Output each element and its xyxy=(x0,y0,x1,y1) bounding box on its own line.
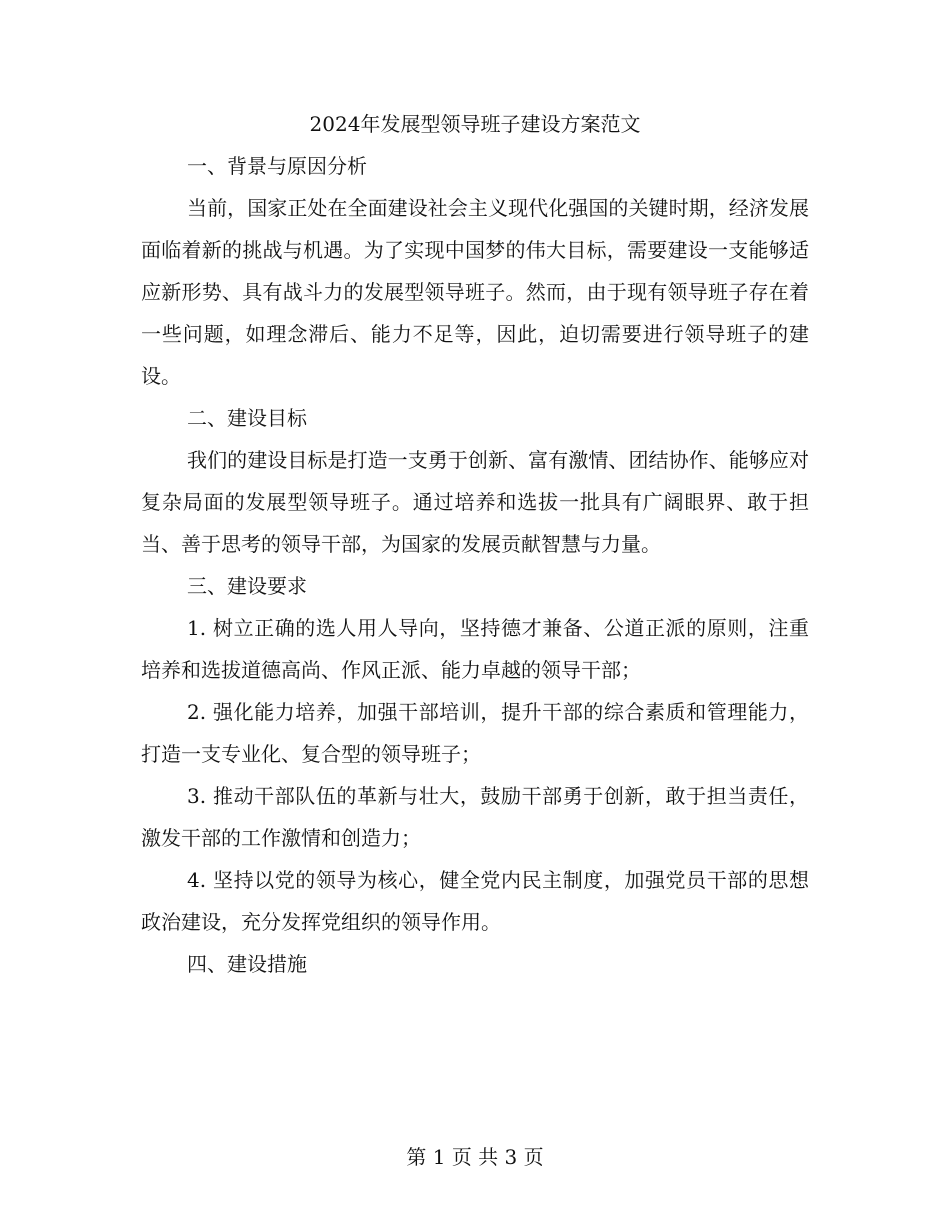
section-heading-requirements: 三、建设要求 xyxy=(187,574,307,598)
section-heading-measures: 四、建设措施 xyxy=(187,952,307,976)
requirement-item-2: 2. 强化能力培养，加强干部培训，提升干部的综合素质和管理能力，打造一支专业化、复合型的领导班子； xyxy=(141,700,809,766)
document-title: 2024年发展型领导班子建设方案范文 xyxy=(309,112,641,136)
section-heading-goals: 二、建设目标 xyxy=(187,406,307,430)
paragraph-background: 当前，国家正处在全面建设社会主义现代化强国的关键时期，经济发展面临着新的挑战与机遇。为了实现中国梦的伟大目标，需要建设一支能够适应新形势、具有战斗力的发展型领导班子。然而，由于现有领导班子存在着一些问题，如理念滞后、能力不足等，因此，迫切需要进行领导班子的建设。 xyxy=(141,196,809,388)
requirement-item-1: 1. 树立正确的选人用人导向，坚持德才兼备、公道正派的原则，注重培养和选拔道德高尚、作风正派、能力卓越的领导干部； xyxy=(141,616,809,682)
requirement-item-4: 4. 坚持以党的领导为核心，健全党内民主制度，加强党员干部的思想政治建设，充分发挥党组织的领导作用。 xyxy=(141,868,809,934)
paragraph-goals: 我们的建设目标是打造一支勇于创新、富有激情、团结协作、能够应对复杂局面的发展型领导班子。通过培养和选拔一批具有广阔眼界、敢于担当、善于思考的领导干部，为国家的发展贡献智慧与力量。 xyxy=(141,448,809,556)
page-number-footer: 第 1 页 共 3 页 xyxy=(406,1145,544,1169)
document-body xyxy=(141,103,809,985)
section-heading-background: 一、背景与原因分析 xyxy=(187,154,367,178)
requirement-item-3: 3. 推动干部队伍的革新与壮大，鼓励干部勇于创新，敢于担当责任，激发干部的工作激情和创造力； xyxy=(141,784,809,850)
